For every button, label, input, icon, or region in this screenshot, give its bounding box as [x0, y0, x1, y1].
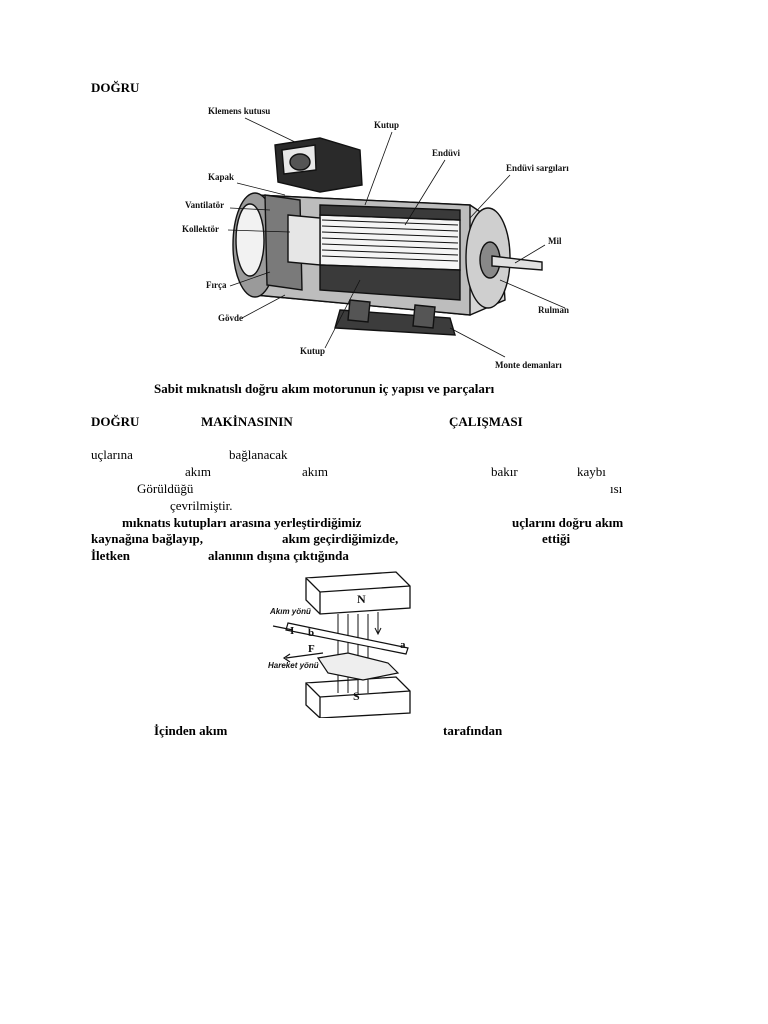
label-force-F: F [308, 643, 315, 655]
para1-akim-2: akım [302, 464, 328, 479]
label-mil: Mil [548, 236, 562, 246]
label-kutup-bottom: Kutup [300, 346, 326, 356]
para1-isi: ısı [610, 481, 623, 496]
label-south-pole: S [353, 689, 360, 703]
para1-bakir: bakır [491, 464, 518, 479]
label-firca: Fırça [206, 280, 227, 290]
label-klemens-kutusu: Klemens kutusu [208, 106, 271, 116]
para1-cevrilmistir: çevrilmiştir. [170, 498, 233, 513]
label-monte-demanlari: Monte demanları [495, 360, 562, 370]
para1-goruldugu: Görüldüğü [137, 481, 194, 496]
motor-drawing [233, 138, 542, 335]
para2-ettigi: ettiği [542, 531, 571, 546]
heading-makinasinin-word: MAKİNASININ [201, 414, 293, 429]
label-kapak: Kapak [208, 172, 235, 182]
figure1-caption: Sabit mıknatıslı doğru akım motorunun iç yapısı ve parçaları [154, 381, 495, 396]
para2-kaynagina: kaynağına bağlayıp, [91, 531, 203, 546]
label-current-I: I [290, 625, 295, 637]
para2-akim-gecirdigimizde: akım geçirdiğimizde, [282, 531, 399, 546]
label-b: b [308, 627, 315, 639]
heading-dogru-word: DOĞRU [91, 414, 140, 429]
para1-baglanacak: bağlanacak [229, 447, 288, 462]
magnetic-field-illustration [268, 568, 428, 718]
para2-iletken: İletken [91, 548, 130, 563]
heading-calismasi-word: ÇALIŞMASI [449, 414, 523, 429]
label-govde: Gövde [218, 313, 244, 323]
para3-icinden-akim: İçinden akım [154, 723, 228, 738]
label-hareket-yonu: Hareket yönü [268, 661, 319, 670]
label-kollektor: Kollektör [182, 224, 219, 234]
para3-tarafindan: tarafından [443, 723, 503, 738]
para1-kaybi: kaybı [577, 464, 606, 479]
heading-dogru: DOĞRU [91, 80, 140, 95]
para2-uclarini: uçlarını doğru akım [512, 515, 624, 530]
label-akim-yonu: Akım yönü [270, 607, 311, 616]
para2-miknatis: mıknatıs kutupları arasına yerleştirdiğimiz [122, 515, 362, 530]
label-enduvi-sargilari: Endüvi sargıları [506, 163, 569, 173]
para2-alaninin: alanının dışına çıktığında [208, 548, 349, 563]
label-enduvi: Endüvi [432, 148, 461, 158]
para1-ucularina: uçlarına [91, 447, 133, 462]
label-a: a [400, 639, 406, 651]
dc-motor-illustration [170, 100, 590, 370]
label-kutup-top: Kutup [374, 120, 400, 130]
label-rulman: Rulman [538, 305, 570, 315]
label-north-pole: N [357, 592, 366, 606]
para1-akim-1: akım [185, 464, 211, 479]
label-vantilator: Vantilatör [185, 200, 225, 210]
